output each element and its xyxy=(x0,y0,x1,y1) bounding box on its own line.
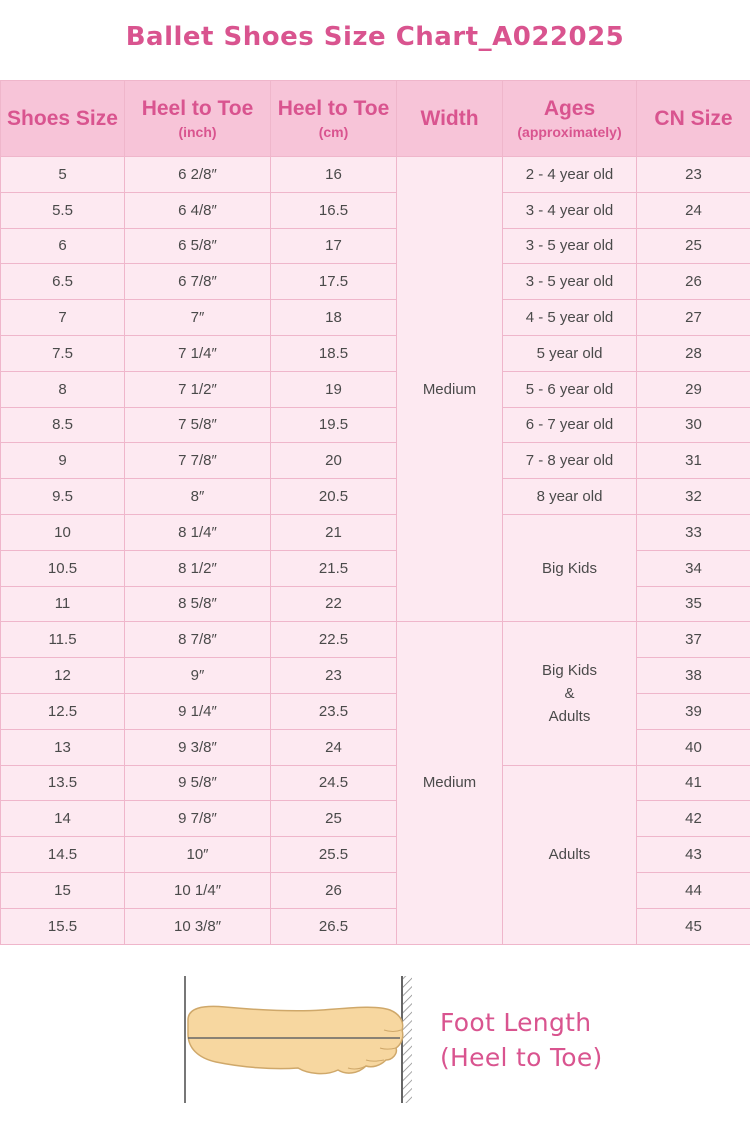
table-row xyxy=(1,658,750,694)
cn-size-cell: 27 xyxy=(637,300,750,336)
heel-to-toe-inch-cell: 8 5/8″ xyxy=(125,586,271,622)
heel-to-toe-cm-cell: 18.5 xyxy=(271,335,397,371)
table-row xyxy=(1,801,750,837)
age-cell xyxy=(503,192,637,228)
column-header-label: CN Size xyxy=(654,106,733,130)
heel-to-toe-inch-cell: 6 7/8″ xyxy=(125,264,271,300)
age-cell xyxy=(503,407,637,443)
heel-to-toe-cm-cell: 16 xyxy=(271,157,397,193)
heel-to-toe-cm-cell: 16.5 xyxy=(271,192,397,228)
cn-size-cell: 37 xyxy=(637,622,750,658)
table-row xyxy=(1,479,750,515)
age-label: 3 - 5 year old xyxy=(525,237,614,255)
age-cell xyxy=(503,157,637,193)
shoe-size-cell: 8 xyxy=(1,371,125,407)
column-header-sublabel: (approximately) xyxy=(517,123,622,140)
table-row xyxy=(1,550,750,586)
cn-size-cell: 39 xyxy=(637,693,750,729)
age-cell xyxy=(503,335,637,371)
cn-size-cell: 32 xyxy=(637,479,750,515)
heel-to-toe-cm-cell: 19 xyxy=(271,371,397,407)
column-header-sublabel: (inch) xyxy=(178,123,217,140)
shoe-size-cell: 10 xyxy=(1,514,125,550)
age-label: 5 year old xyxy=(536,344,603,362)
column-header-label: Shoes Size xyxy=(7,106,118,130)
heel-to-toe-inch-cell: 7″ xyxy=(125,300,271,336)
heel-to-toe-inch-cell: 7 5/8″ xyxy=(125,407,271,443)
wall-hatch xyxy=(402,976,412,1103)
age-cell xyxy=(503,514,637,621)
column-header xyxy=(503,81,637,157)
heel-to-toe-inch-cell: 6 4/8″ xyxy=(125,192,271,228)
heel-to-toe-cm-cell: 26 xyxy=(271,872,397,908)
heel-to-toe-cm-cell: 25 xyxy=(271,801,397,837)
table-row xyxy=(1,228,750,264)
table-row xyxy=(1,371,750,407)
heel-to-toe-cm-cell: 17 xyxy=(271,228,397,264)
age-label: Adults xyxy=(548,707,591,725)
column-header xyxy=(397,81,503,157)
shoe-size-cell: 13.5 xyxy=(1,765,125,801)
shoe-size-cell: 5 xyxy=(1,157,125,193)
cn-size-cell: 38 xyxy=(637,658,750,694)
table-row xyxy=(1,335,750,371)
table-row xyxy=(1,514,750,550)
column-header-label: Heel to Toe xyxy=(277,96,390,120)
heel-to-toe-inch-cell: 8″ xyxy=(125,479,271,515)
shoe-size-cell: 10.5 xyxy=(1,550,125,586)
width-cell: Medium xyxy=(397,157,503,622)
size-chart-table xyxy=(0,80,750,945)
shoe-size-cell: 9 xyxy=(1,443,125,479)
table-row xyxy=(1,264,750,300)
shoe-size-cell: 7.5 xyxy=(1,335,125,371)
cn-size-cell: 29 xyxy=(637,371,750,407)
table-row xyxy=(1,837,750,873)
heel-to-toe-inch-cell: 8 1/2″ xyxy=(125,550,271,586)
shoe-size-cell: 14 xyxy=(1,801,125,837)
heel-to-toe-cm-cell: 22 xyxy=(271,586,397,622)
cn-size-cell: 40 xyxy=(637,729,750,765)
shoe-size-cell: 6.5 xyxy=(1,264,125,300)
age-label: & xyxy=(564,684,575,702)
heel-to-toe-cm-cell: 26.5 xyxy=(271,908,397,944)
cn-size-cell: 35 xyxy=(637,586,750,622)
shoe-size-cell: 13 xyxy=(1,729,125,765)
heel-to-toe-inch-cell: 10″ xyxy=(125,837,271,873)
heel-to-toe-cm-cell: 19.5 xyxy=(271,407,397,443)
heel-to-toe-inch-cell: 7 1/4″ xyxy=(125,335,271,371)
column-header-label: Heel to Toe xyxy=(141,96,254,120)
age-cell xyxy=(503,264,637,300)
table-row xyxy=(1,729,750,765)
heel-to-toe-cm-cell: 21.5 xyxy=(271,550,397,586)
foot-diagram xyxy=(180,972,430,1107)
cn-size-cell: 43 xyxy=(637,837,750,873)
age-label: Big Kids xyxy=(541,559,598,577)
age-cell xyxy=(503,228,637,264)
table-row xyxy=(1,407,750,443)
age-label: 2 - 4 year old xyxy=(525,165,614,183)
heel-to-toe-inch-cell: 10 1/4″ xyxy=(125,872,271,908)
table-row xyxy=(1,157,750,193)
cn-size-cell: 30 xyxy=(637,407,750,443)
shoe-size-cell: 11.5 xyxy=(1,622,125,658)
age-label: 6 - 7 year old xyxy=(525,416,614,434)
heel-to-toe-cm-cell: 17.5 xyxy=(271,264,397,300)
table-row xyxy=(1,586,750,622)
table-row xyxy=(1,300,750,336)
heel-to-toe-inch-cell: 9 1/4″ xyxy=(125,693,271,729)
table-row xyxy=(1,693,750,729)
cn-size-cell: 41 xyxy=(637,765,750,801)
cn-size-cell: 24 xyxy=(637,192,750,228)
age-cell xyxy=(503,371,637,407)
shoe-size-cell: 11 xyxy=(1,586,125,622)
age-cell xyxy=(503,765,637,944)
age-cell xyxy=(503,300,637,336)
heel-to-toe-cm-cell: 20 xyxy=(271,443,397,479)
heel-to-toe-inch-cell: 6 5/8″ xyxy=(125,228,271,264)
table-row xyxy=(1,765,750,801)
heel-to-toe-cm-cell: 21 xyxy=(271,514,397,550)
heel-to-toe-inch-cell: 10 3/8″ xyxy=(125,908,271,944)
column-header-label: Width xyxy=(420,106,479,130)
age-label: Adults xyxy=(548,846,591,864)
column-header xyxy=(125,81,271,157)
shoe-size-cell: 6 xyxy=(1,228,125,264)
column-header xyxy=(271,81,397,157)
cn-size-cell: 42 xyxy=(637,801,750,837)
heel-to-toe-inch-cell: 9 5/8″ xyxy=(125,765,271,801)
shoe-size-cell: 12 xyxy=(1,658,125,694)
heel-to-toe-inch-cell: 7 7/8″ xyxy=(125,443,271,479)
age-label: 3 - 5 year old xyxy=(525,273,614,291)
column-header-label: Ages xyxy=(543,96,596,120)
header-row xyxy=(1,81,750,157)
heel-to-toe-cm-cell: 24 xyxy=(271,729,397,765)
foot-icon xyxy=(188,1006,403,1073)
age-label: 5 - 6 year old xyxy=(525,380,614,398)
cn-size-cell: 26 xyxy=(637,264,750,300)
heel-to-toe-cm-cell: 23 xyxy=(271,658,397,694)
heel-to-toe-inch-cell: 8 1/4″ xyxy=(125,514,271,550)
cn-size-cell: 31 xyxy=(637,443,750,479)
heel-to-toe-cm-cell: 25.5 xyxy=(271,837,397,873)
table-row xyxy=(1,622,750,658)
shoe-size-cell: 12.5 xyxy=(1,693,125,729)
shoe-size-cell: 14.5 xyxy=(1,837,125,873)
table-row xyxy=(1,192,750,228)
width-cell: Medium xyxy=(397,622,503,944)
heel-to-toe-inch-cell: 6 2/8″ xyxy=(125,157,271,193)
column-header xyxy=(637,81,750,157)
age-cell xyxy=(503,479,637,515)
foot-length-label: Foot Length xyxy=(440,1008,592,1037)
heel-to-toe-cm-cell: 20.5 xyxy=(271,479,397,515)
cn-size-cell: 33 xyxy=(637,514,750,550)
age-label: 3 - 4 year old xyxy=(525,201,614,219)
table-body xyxy=(1,157,750,945)
age-label: 7 - 8 year old xyxy=(525,452,614,470)
cn-size-cell: 44 xyxy=(637,872,750,908)
column-header-sublabel: (cm) xyxy=(318,123,349,140)
heel-to-toe-inch-cell: 8 7/8″ xyxy=(125,622,271,658)
heel-to-toe-inch-cell: 9 7/8″ xyxy=(125,801,271,837)
heel-to-toe-cm-cell: 18 xyxy=(271,300,397,336)
column-header xyxy=(1,81,125,157)
heel-to-toe-cm-cell: 24.5 xyxy=(271,765,397,801)
cn-size-cell: 25 xyxy=(637,228,750,264)
table-row xyxy=(1,872,750,908)
foot-length-sublabel: (Heel to Toe) xyxy=(440,1043,603,1072)
age-label: 8 year old xyxy=(536,488,603,506)
heel-to-toe-cm-cell: 23.5 xyxy=(271,693,397,729)
chart-title: Ballet Shoes Size Chart_A022025 xyxy=(125,22,625,52)
heel-to-toe-inch-cell: 7 1/2″ xyxy=(125,371,271,407)
cn-size-cell: 28 xyxy=(637,335,750,371)
shoe-size-cell: 15.5 xyxy=(1,908,125,944)
cn-size-cell: 34 xyxy=(637,550,750,586)
shoe-size-cell: 9.5 xyxy=(1,479,125,515)
cn-size-cell: 45 xyxy=(637,908,750,944)
shoe-size-cell: 7 xyxy=(1,300,125,336)
shoe-size-cell: 5.5 xyxy=(1,192,125,228)
heel-to-toe-inch-cell: 9″ xyxy=(125,658,271,694)
shoe-size-cell: 15 xyxy=(1,872,125,908)
age-label: 4 - 5 year old xyxy=(525,309,614,327)
cn-size-cell: 23 xyxy=(637,157,750,193)
table-row xyxy=(1,443,750,479)
shoe-size-cell: 8.5 xyxy=(1,407,125,443)
heel-to-toe-inch-cell: 9 3/8″ xyxy=(125,729,271,765)
age-cell xyxy=(503,443,637,479)
age-label: Big Kids xyxy=(541,661,598,679)
age-cell xyxy=(503,622,637,765)
table-row xyxy=(1,908,750,944)
heel-to-toe-cm-cell: 22.5 xyxy=(271,622,397,658)
